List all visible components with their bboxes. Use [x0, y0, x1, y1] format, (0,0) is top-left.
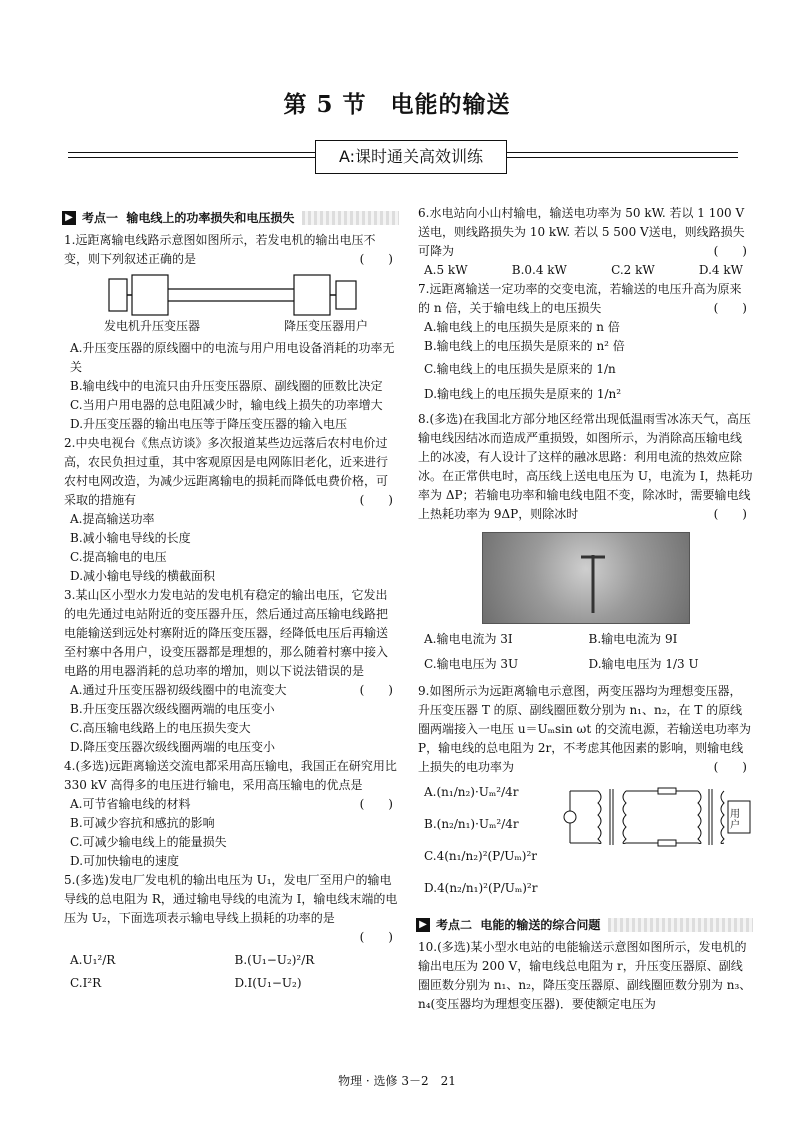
question-6 — [418, 204, 753, 280]
option-c: C.4(n₁/n₂)²(P/Uₘ)²r — [424, 849, 537, 863]
figure-label-left: 发电机升压变压器 — [104, 319, 201, 333]
answer-paren: ( ) — [713, 244, 747, 258]
option-a: A.可节省输电线的材料 — [70, 797, 191, 811]
option-d: D.可加快输电的速度 — [70, 854, 180, 868]
option-b: B.输电线中的电流只由升压变压器原、副线圈的匝数比决定 — [70, 379, 383, 393]
option-c: C.2 kW — [611, 263, 655, 277]
question-stem: 7.远距离输送一定功率的交变电流，若输送的电压升高为原来的 n 倍，关于输电线上的电压损失 — [418, 282, 742, 315]
option-d: D.升压变压器的输出电压等于降压变压器的输入电压 — [70, 417, 348, 431]
question-1 — [64, 231, 399, 434]
q9-options-block — [418, 777, 753, 905]
option-a: A.升压变压器的原线圈中的电流与用户用电设备消耗的功率无关 — [70, 341, 395, 374]
section-label: 考点二 — [436, 917, 473, 932]
question-7 — [418, 280, 753, 404]
power-tower-icon — [483, 533, 689, 623]
option-a: A.U₁²/R — [70, 953, 116, 967]
option-c: C.提高输电的电压 — [70, 550, 167, 564]
option-b: B.(U₁−U₂)²/R — [234, 953, 315, 967]
page-footer: 物理 · 选修 3－2 21 — [338, 1074, 456, 1088]
answer-paren: ( ) — [359, 930, 393, 944]
left-column — [64, 208, 399, 993]
section-header-shade — [302, 211, 399, 225]
circuit-diagram — [558, 777, 753, 857]
option-a: A.(n₁/n₂)·Uₘ²/4r — [424, 785, 519, 799]
transmission-line-figure — [64, 273, 364, 321]
question-stem: 8.(多选)在我国北方部分地区经常出现低温雨雪冰冻天气，高压输电线因结冰而造成严重损毁，如图所示，为消除高压输电线上的冰凌，有人设计了这样的融冰思路：利用电流的热效应除冰。在正常供电时，高压线上送电电压为 U，电流为 I，热耗功率为 ΔP；若输电功率和输电线电阻不变，除冰时，需要输电线上热耗功率为 9ΔP，则除冰时 — [418, 412, 753, 521]
option-a: A.输电电流为 3I — [424, 632, 513, 646]
option-d: D.I(U₁−U₂) — [234, 976, 302, 990]
question-stem: 5.(多选)发电厂发电机的输出电压为 U₁，发电厂至用户的输电导线的总电阻为 R，通过输电导线的电流为 I，输电线末端的电压为 U₂，下面选项表示输电导线上损耗的功率的是 — [64, 873, 398, 925]
answer-paren: ( ) — [713, 301, 747, 315]
option-b: B.0.4 kW — [511, 263, 567, 277]
user-label: 用户 — [730, 809, 740, 831]
section-title: 输电线上的功率损失和电压损失 — [126, 210, 295, 225]
option-d: D.4(n₂/n₁)²(P/Uₘ)²r — [424, 881, 538, 895]
answer-paren: ( ) — [359, 683, 393, 697]
right-column — [418, 204, 753, 1014]
section-header-k1 — [62, 208, 399, 228]
option-b: B.减小输电导线的长度 — [70, 531, 191, 545]
section-title: 电能的输送的综合问题 — [480, 917, 601, 932]
triangle-marker-icon: ▶ — [62, 211, 76, 225]
answer-paren: ( ) — [713, 760, 747, 774]
question-8 — [418, 410, 753, 674]
option-d: D.4 kW — [698, 263, 743, 277]
option-c: C.可减少输电线上的能量损失 — [70, 835, 227, 849]
figure-label-right: 降压变压器用户 — [284, 319, 369, 333]
question-5 — [64, 871, 399, 993]
question-stem: 9.如图所示为远距离输电示意图，两变压器均为理想变压器，升压变压器 T 的原、副线圈匝数分别为 n₁、n₂，在 T 的原线圈两端接入一电压 u＝Uₘsin ωt 的交流电源，若输送电功率为 P，输电线的总电阻为 2r，不考虑其他因素的影响，则输电线上损失的电功率为 — [418, 684, 751, 774]
transmission-diagram — [64, 273, 399, 337]
question-4 — [64, 757, 399, 871]
question-3 — [64, 586, 399, 757]
option-c: C.输电线上的电压损失是原来的 1/n — [424, 362, 616, 376]
section-label: 考点一 — [82, 210, 119, 225]
icing-photo — [482, 532, 690, 624]
question-stem: 4.(多选)远距离输送交流电都采用高压输电，我国正在研究用比 330 kV 高得多的电压进行输电，采用高压输电的优点是 — [64, 759, 397, 792]
option-c: C.I²R — [70, 976, 102, 990]
option-a: A.提高输送功率 — [70, 512, 155, 526]
option-d: D.输电电压为 1/3 U — [588, 657, 699, 671]
answer-paren: ( ) — [359, 252, 393, 266]
page-title: 第 5 节 电能的输送 — [283, 91, 511, 118]
option-b: B.升压变压器次级线圈两端的电压变小 — [70, 702, 275, 716]
option-c: C.输电电压为 3U — [424, 657, 519, 671]
option-a: A.输电线上的电压损失是原来的 n 倍 — [424, 320, 620, 334]
question-stem: 10.(多选)某小型水电站的电能输送示意图如图所示，发电机的输出电压为 200 V，输电线总电阻为 r，升压变压器原、副线圈匝数分别为 n₁、n₂，降压变压器原、副线圈匝数分别为 n₃、n₄(变压器均为理想变压器)．要使额定电压为 — [418, 940, 752, 1011]
option-b: B.输电电流为 9I — [588, 632, 678, 646]
answer-paren: ( ) — [713, 507, 747, 521]
question-stem: 6.水电站向小山村输电，输送电功率为 50 kW. 若以 1 100 V 送电，则线路损失为 10 kW. 若以 5 500 V送电，则线路损失可降为 — [418, 206, 745, 258]
option-c: C.高压输电线路上的电压损失变大 — [70, 721, 251, 735]
option-d: D.减小输电导线的横截面积 — [70, 569, 216, 583]
question-stem: 3.某山区小型水力发电站的发电机有稳定的输出电压，它发出的电先通过电站附近的变压器升压，然后通过高压输电线路把电能输送到远处村寨附近的降压变压器，经降低电压后再输送至村寨中各用户，设变压器都是理想的，那么随着村寨中接入电路的用电器消耗的总功率的增加，则以下说法错误的是 — [64, 588, 389, 678]
section-banner: A:课时通关高效训练 — [315, 140, 507, 174]
option-a: A.5 kW — [424, 263, 468, 277]
option-b: B.(n₂/n₁)·Uₘ²/4r — [424, 817, 519, 831]
option-c: C.当用户用电器的总电阻减少时，输电线上损失的功率增大 — [70, 398, 383, 412]
question-2 — [64, 434, 399, 586]
triangle-marker-icon: ▶ — [416, 918, 430, 932]
section-header-k2 — [416, 915, 753, 935]
option-b: B.输电线上的电压损失是原来的 n² 倍 — [424, 339, 625, 353]
question-10 — [418, 938, 753, 1014]
option-a: A.通过升压变压器初级线圈中的电流变大 — [70, 683, 287, 697]
section-header-shade — [608, 918, 753, 932]
option-d: D.降压变压器次级线圈两端的电压变小 — [70, 740, 276, 754]
answer-paren: ( ) — [359, 797, 393, 811]
option-d: D.输电线上的电压损失是原来的 1/n² — [424, 387, 622, 401]
answer-paren: ( ) — [359, 493, 393, 507]
option-b: B.可减少容抗和感抗的影响 — [70, 816, 215, 830]
question-stem: 1.远距离输电线路示意图如图所示，若发电机的输出电压不变，则下列叙述正确的是 — [64, 233, 376, 266]
question-stem: 2.中央电视台《焦点访谈》多次报道某些边远落后农村电价过高，农民负担过重，其中客观原因是电网陈旧老化，近来进行农村电网改造，为减少远距离输电的损耗而降低电费价格，可采取的措施有 — [64, 436, 389, 507]
question-9 — [418, 682, 753, 905]
